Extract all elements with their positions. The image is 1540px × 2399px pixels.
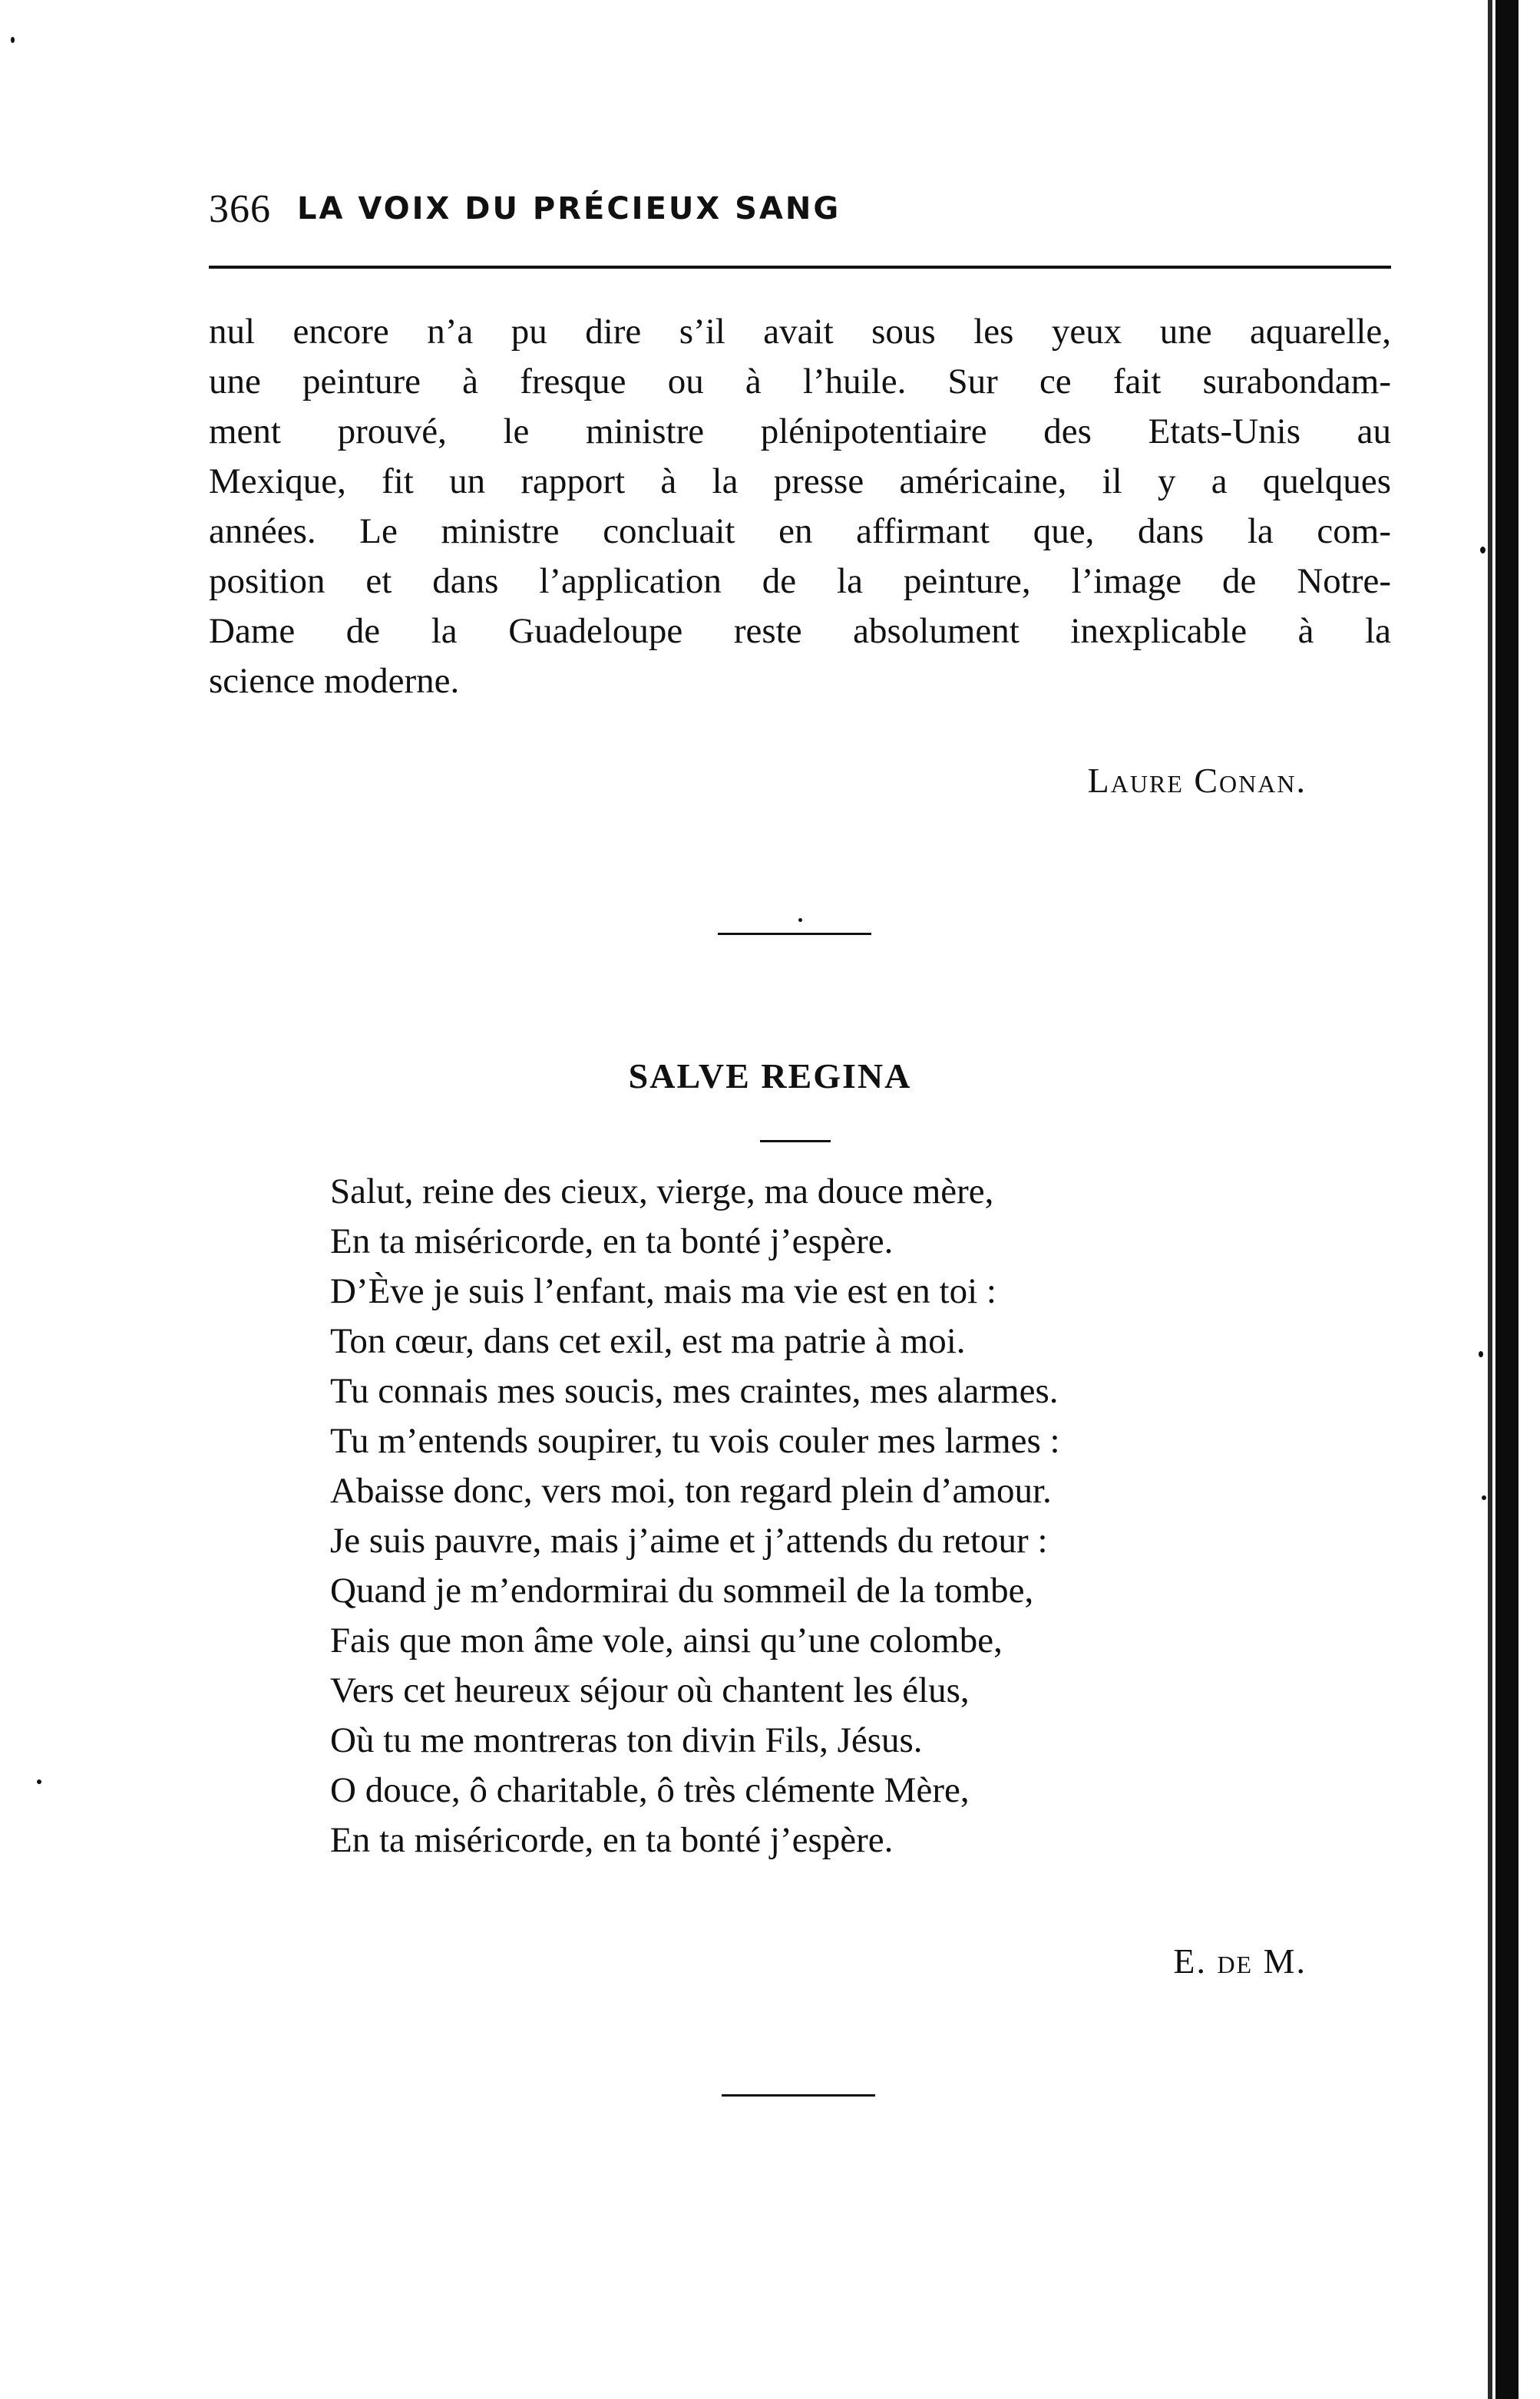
scan-speck (1479, 1351, 1483, 1357)
article-line: années. Le ministre concluait en affirmant que, dans la com- (209, 511, 1391, 551)
article-line: science moderne. (209, 661, 460, 701)
poem-verse: Salut, reine des cieux, vierge, ma douce mère, (330, 1171, 994, 1211)
page-header (209, 178, 1391, 240)
poem-verse: D’Ève je suis l’enfant, mais ma vie est en toi : (330, 1271, 996, 1311)
poem-verse: Ton cœur, dans cet exil, est ma patrie à moi. (330, 1321, 966, 1361)
article-line: ment prouvé, le ministre plénipotentiaire des Etats-Unis au (209, 411, 1391, 451)
title-rule (760, 1140, 831, 1142)
section-divider (718, 933, 871, 935)
scan-speck (11, 37, 15, 43)
poem-title: SALVE REGINA (628, 1056, 912, 1095)
scan-speck (1480, 547, 1485, 553)
header-rule (209, 266, 1391, 269)
article-signature: Laure Conan. (1087, 761, 1307, 800)
article-line: une peinture à fresque ou à l’huile. Sur ce fait surabondam- (209, 362, 1391, 401)
poem-signature: E. de M. (1173, 1941, 1307, 1981)
poem-verse: En ta miséricorde, en ta bonté j’espère. (330, 1820, 894, 1860)
article-line: Dame de la Guadeloupe reste absolument inexplicable à la (209, 611, 1391, 651)
running-title: LA VOIX DU PRÉCIEUX SANG (297, 191, 841, 226)
poem-verse: Tu m’entends soupirer, tu vois couler mes larmes : (330, 1421, 1060, 1461)
poem-verse: Je suis pauvre, mais j’aime et j’attends du retour : (330, 1521, 1048, 1561)
scan-edge (1495, 0, 1519, 2399)
article-line: nul encore n’a pu dire s’il avait sous les yeux une aquarelle, (209, 312, 1391, 352)
article-line: Mexique, fit un rapport à la presse américaine, il y a quelques (209, 461, 1391, 501)
poem-verse: Vers cet heureux séjour où chantent les élus, (330, 1670, 970, 1710)
poem-verse: Où tu me montreras ton divin Fils, Jésus. (330, 1720, 923, 1760)
end-rule (722, 2094, 875, 2097)
scan-speck (37, 1779, 41, 1784)
poem-verse: Tu connais mes soucis, mes craintes, mes alarmes. (330, 1371, 1059, 1411)
page-number: 366 (209, 187, 271, 231)
poem-verse: Abaisse donc, vers moi, ton regard plein d’amour. (330, 1471, 1052, 1511)
poem-verse: O douce, ô charitable, ô très clémente Mère, (330, 1770, 970, 1810)
poem-verse: Quand je m’endormirai du sommeil de la tombe, (330, 1571, 1034, 1611)
divider-dot (798, 918, 802, 922)
article-text (209, 307, 1391, 706)
scan-speck (1482, 1495, 1486, 1500)
scan-edge-shadow (1488, 0, 1492, 2399)
article-line: position et dans l’application de la peinture, l’image de Notre- (209, 561, 1391, 601)
poem-verse: En ta miséricorde, en ta bonté j’espère. (330, 1221, 894, 1261)
poem-verses (330, 1167, 1328, 1865)
poem-verse: Fais que mon âme vole, ainsi qu’une colombe, (330, 1621, 1003, 1660)
